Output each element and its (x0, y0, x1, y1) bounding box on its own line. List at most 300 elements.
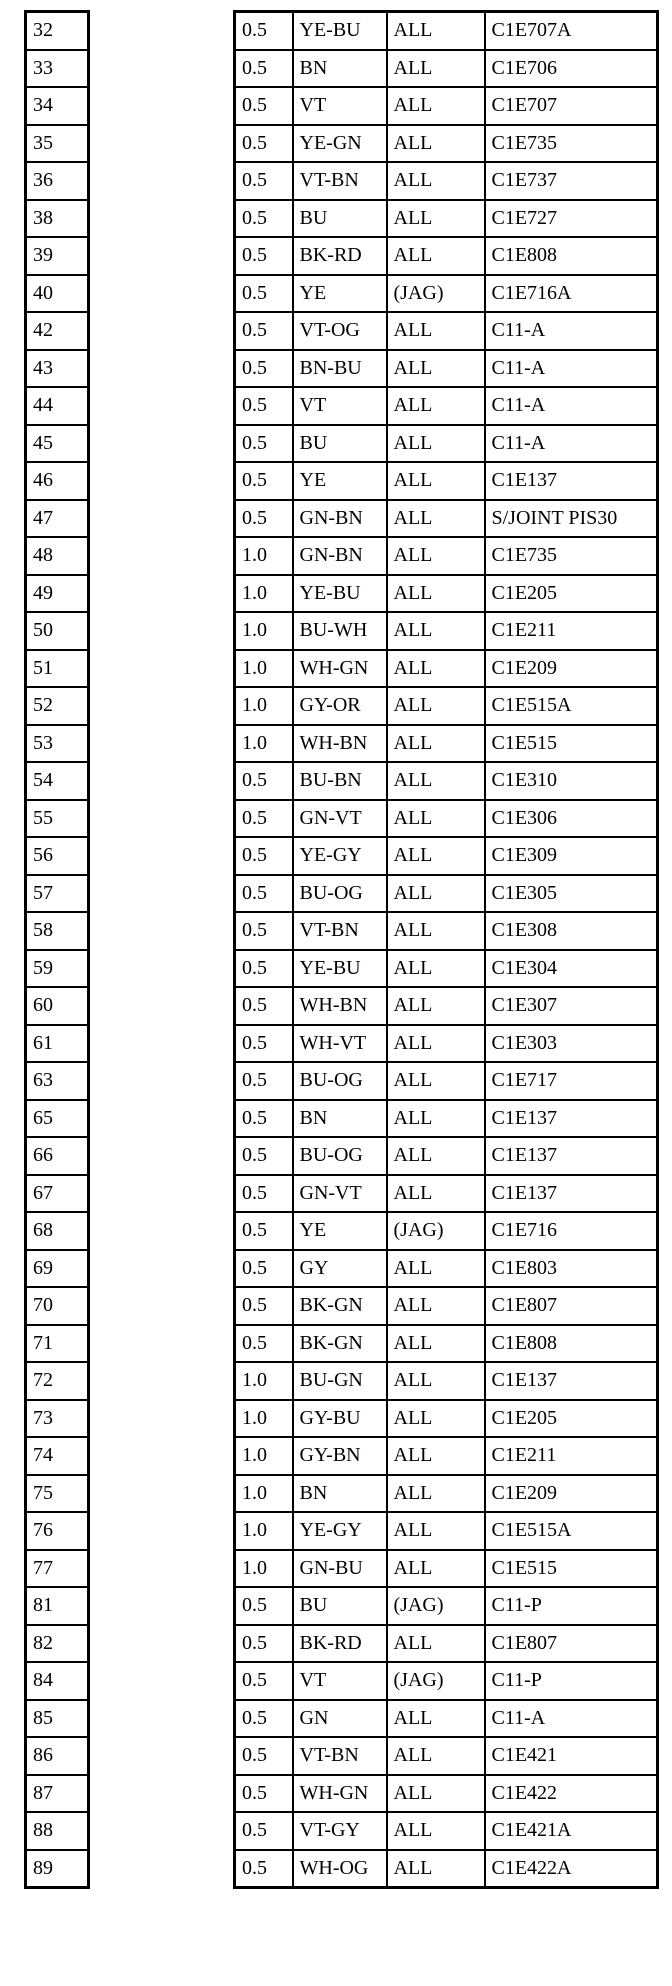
destination-cell: C1E422A (485, 1850, 658, 1888)
variant-cell: ALL (387, 1475, 485, 1513)
pin-number-cell: 50 (26, 612, 89, 650)
wire-row (235, 987, 658, 1025)
wire-color-cell: YE-GY (293, 1512, 387, 1550)
variant-cell: ALL (387, 725, 485, 763)
variant-cell: ALL (387, 987, 485, 1025)
wire-row (235, 1550, 658, 1588)
pin-number-cell: 33 (26, 50, 89, 88)
variant-cell: ALL (387, 1512, 485, 1550)
pin-row (26, 912, 89, 950)
wire-color-cell: GN-BN (293, 500, 387, 538)
wire-color-cell: GN-BN (293, 537, 387, 575)
wire-row (235, 950, 658, 988)
destination-cell: C11-A (485, 1700, 658, 1738)
wire-size-cell: 1.0 (235, 612, 293, 650)
wire-size-cell: 0.5 (235, 1587, 293, 1625)
wire-color-cell: YE (293, 275, 387, 313)
wire-color-cell: BU-OG (293, 875, 387, 913)
destination-cell: C1E735 (485, 537, 658, 575)
wire-size-cell: 0.5 (235, 275, 293, 313)
wire-color-cell: GY-BU (293, 1400, 387, 1438)
pin-row (26, 1700, 89, 1738)
wire-color-cell: WH-GN (293, 650, 387, 688)
pin-number-cell: 54 (26, 762, 89, 800)
wire-row (235, 1700, 658, 1738)
wire-size-cell: 0.5 (235, 875, 293, 913)
wire-row (235, 800, 658, 838)
wire-color-cell: VT-BN (293, 1737, 387, 1775)
pin-number-cell: 76 (26, 1512, 89, 1550)
destination-cell: C1E211 (485, 1437, 658, 1475)
destination-cell: C1E137 (485, 1362, 658, 1400)
variant-cell: ALL (387, 950, 485, 988)
pin-number-cell: 51 (26, 650, 89, 688)
pin-number-cell: 73 (26, 1400, 89, 1438)
pin-row (26, 837, 89, 875)
variant-cell: ALL (387, 1100, 485, 1138)
wire-color-cell: BK-GN (293, 1287, 387, 1325)
wire-row (235, 1850, 658, 1888)
wire-color-cell: GY (293, 1250, 387, 1288)
wire-row (235, 1475, 658, 1513)
wire-row (235, 650, 658, 688)
wire-size-cell: 0.5 (235, 837, 293, 875)
destination-cell: C1E737 (485, 162, 658, 200)
pin-number-cell: 39 (26, 237, 89, 275)
pin-row (26, 950, 89, 988)
wire-color-cell: BN (293, 1475, 387, 1513)
pin-number-cell: 57 (26, 875, 89, 913)
wire-row (235, 275, 658, 313)
pin-number-cell: 84 (26, 1662, 89, 1700)
pin-row (26, 387, 89, 425)
pin-row (26, 1475, 89, 1513)
wire-color-cell: YE (293, 1212, 387, 1250)
wire-row (235, 425, 658, 463)
pin-number-cell: 35 (26, 125, 89, 163)
destination-cell: C1E137 (485, 1137, 658, 1175)
wire-row (235, 1737, 658, 1775)
variant-cell: ALL (387, 87, 485, 125)
variant-cell: ALL (387, 237, 485, 275)
wire-row (235, 200, 658, 238)
pin-number-cell: 66 (26, 1137, 89, 1175)
wire-color-cell: BU (293, 425, 387, 463)
wire-size-cell: 0.5 (235, 312, 293, 350)
destination-cell: S/JOINT PIS30 (485, 500, 658, 538)
pin-number-cell: 61 (26, 1025, 89, 1063)
wire-row (235, 875, 658, 913)
wire-row (235, 1437, 658, 1475)
variant-cell: ALL (387, 912, 485, 950)
pin-number-cell: 70 (26, 1287, 89, 1325)
wire-size-cell: 0.5 (235, 1812, 293, 1850)
variant-cell: ALL (387, 800, 485, 838)
wire-size-cell: 1.0 (235, 725, 293, 763)
wire-row (235, 237, 658, 275)
wire-color-cell: GN-VT (293, 1175, 387, 1213)
wire-color-cell: GN-VT (293, 800, 387, 838)
pin-number-cell: 56 (26, 837, 89, 875)
variant-cell: ALL (387, 687, 485, 725)
pin-number-cell: 49 (26, 575, 89, 613)
wire-color-cell: BK-RD (293, 1625, 387, 1663)
wire-size-cell: 0.5 (235, 762, 293, 800)
variant-cell: ALL (387, 1700, 485, 1738)
wire-size-cell: 0.5 (235, 1025, 293, 1063)
pin-row (26, 237, 89, 275)
wire-row (235, 537, 658, 575)
variant-cell: ALL (387, 1062, 485, 1100)
pin-number-cell: 86 (26, 1737, 89, 1775)
pin-row (26, 1587, 89, 1625)
variant-cell: ALL (387, 387, 485, 425)
pin-row (26, 350, 89, 388)
pin-column (24, 10, 90, 1889)
wire-row (235, 1662, 658, 1700)
wire-row (235, 125, 658, 163)
wire-size-cell: 0.5 (235, 1250, 293, 1288)
pin-number-cell: 52 (26, 687, 89, 725)
variant-cell: (JAG) (387, 1212, 485, 1250)
wire-row (235, 762, 658, 800)
wire-row (235, 687, 658, 725)
wire-size-cell: 1.0 (235, 1400, 293, 1438)
wire-details-column (233, 10, 659, 1889)
wire-size-cell: 0.5 (235, 950, 293, 988)
wire-row (235, 1362, 658, 1400)
wire-size-cell: 0.5 (235, 462, 293, 500)
wire-row (235, 1062, 658, 1100)
wire-size-cell: 0.5 (235, 425, 293, 463)
pin-row (26, 650, 89, 688)
wire-size-cell: 0.5 (235, 237, 293, 275)
wire-size-cell: 1.0 (235, 1550, 293, 1588)
wire-color-cell: GY-BN (293, 1437, 387, 1475)
wire-color-cell: YE-BU (293, 575, 387, 613)
pin-number-cell: 45 (26, 425, 89, 463)
pin-number-cell: 65 (26, 1100, 89, 1138)
variant-cell: (JAG) (387, 1587, 485, 1625)
wire-size-cell: 0.5 (235, 987, 293, 1025)
pin-row (26, 725, 89, 763)
variant-cell: (JAG) (387, 1662, 485, 1700)
wire-color-cell: YE-GY (293, 837, 387, 875)
pin-number-cell: 47 (26, 500, 89, 538)
wire-size-cell: 0.5 (235, 350, 293, 388)
wire-size-cell: 0.5 (235, 87, 293, 125)
destination-cell: C1E304 (485, 950, 658, 988)
wire-size-cell: 0.5 (235, 1662, 293, 1700)
pin-row (26, 1662, 89, 1700)
destination-cell: C1E422 (485, 1775, 658, 1813)
wire-size-cell: 0.5 (235, 912, 293, 950)
pin-number-cell: 59 (26, 950, 89, 988)
wire-size-cell: 0.5 (235, 1175, 293, 1213)
pin-number-cell: 69 (26, 1250, 89, 1288)
pin-row (26, 1437, 89, 1475)
pin-number-cell: 67 (26, 1175, 89, 1213)
wire-table (233, 10, 659, 1889)
destination-cell: C11-A (485, 312, 658, 350)
wire-row (235, 1025, 658, 1063)
wire-size-cell: 0.5 (235, 162, 293, 200)
pin-number-cell: 40 (26, 275, 89, 313)
wire-size-cell: 1.0 (235, 1512, 293, 1550)
variant-cell: ALL (387, 612, 485, 650)
wire-size-cell: 1.0 (235, 1437, 293, 1475)
wire-size-cell: 0.5 (235, 1100, 293, 1138)
pin-row (26, 987, 89, 1025)
pin-row (26, 800, 89, 838)
wire-size-cell: 1.0 (235, 575, 293, 613)
wire-size-cell: 0.5 (235, 1737, 293, 1775)
variant-cell: ALL (387, 762, 485, 800)
wire-color-cell: YE-BU (293, 950, 387, 988)
pin-row (26, 1775, 89, 1813)
variant-cell: ALL (387, 1137, 485, 1175)
wire-row (235, 1512, 658, 1550)
variant-cell: ALL (387, 1025, 485, 1063)
variant-cell: ALL (387, 1812, 485, 1850)
wire-size-cell: 0.5 (235, 1775, 293, 1813)
destination-cell: C1E303 (485, 1025, 658, 1063)
destination-cell: C1E727 (485, 200, 658, 238)
destination-cell: C1E307 (485, 987, 658, 1025)
pin-row (26, 1512, 89, 1550)
destination-cell: C11-A (485, 425, 658, 463)
pin-row (26, 312, 89, 350)
wire-size-cell: 1.0 (235, 537, 293, 575)
pin-row (26, 200, 89, 238)
pin-row (26, 537, 89, 575)
wire-size-cell: 1.0 (235, 1475, 293, 1513)
destination-cell: C1E807 (485, 1287, 658, 1325)
destination-cell: C1E421A (485, 1812, 658, 1850)
wire-color-cell: VT-OG (293, 312, 387, 350)
destination-cell: C11-A (485, 350, 658, 388)
wire-row (235, 837, 658, 875)
wire-size-cell: 0.5 (235, 387, 293, 425)
wire-color-cell: YE-BU (293, 12, 387, 50)
destination-cell: C1E310 (485, 762, 658, 800)
wire-color-cell: BU-OG (293, 1137, 387, 1175)
wire-row (235, 612, 658, 650)
variant-cell: ALL (387, 1362, 485, 1400)
destination-cell: C11-A (485, 387, 658, 425)
variant-cell: ALL (387, 500, 485, 538)
wire-color-cell: VT-GY (293, 1812, 387, 1850)
pin-row (26, 425, 89, 463)
pin-row (26, 1062, 89, 1100)
wire-size-cell: 1.0 (235, 650, 293, 688)
destination-cell: C1E707 (485, 87, 658, 125)
wire-row (235, 1625, 658, 1663)
pin-row (26, 1850, 89, 1888)
destination-cell: C1E209 (485, 650, 658, 688)
destination-cell: C1E808 (485, 237, 658, 275)
wire-row (235, 1137, 658, 1175)
pin-row (26, 12, 89, 50)
wire-color-cell: WH-BN (293, 725, 387, 763)
pin-row (26, 1400, 89, 1438)
wire-row (235, 12, 658, 50)
destination-cell: C1E137 (485, 1100, 658, 1138)
destination-cell: C1E421 (485, 1737, 658, 1775)
pin-number-cell: 72 (26, 1362, 89, 1400)
wire-color-cell: GN-BU (293, 1550, 387, 1588)
pin-row (26, 575, 89, 613)
pin-row (26, 500, 89, 538)
wire-color-cell: BN (293, 1100, 387, 1138)
wire-size-cell: 0.5 (235, 500, 293, 538)
wire-row (235, 350, 658, 388)
wire-color-cell: VT (293, 87, 387, 125)
wire-color-cell: BU (293, 200, 387, 238)
pin-row (26, 612, 89, 650)
variant-cell: ALL (387, 650, 485, 688)
pin-number-cell: 36 (26, 162, 89, 200)
wire-row (235, 1287, 658, 1325)
pin-number-cell: 32 (26, 12, 89, 50)
variant-cell: ALL (387, 1437, 485, 1475)
pin-number-cell: 44 (26, 387, 89, 425)
pin-number-cell: 82 (26, 1625, 89, 1663)
variant-cell: ALL (387, 50, 485, 88)
wire-color-cell: YE-GN (293, 125, 387, 163)
pin-row (26, 1362, 89, 1400)
destination-cell: C1E306 (485, 800, 658, 838)
wire-color-cell: BU-WH (293, 612, 387, 650)
pin-number-cell: 74 (26, 1437, 89, 1475)
wire-color-cell: BK-RD (293, 237, 387, 275)
pin-row (26, 1100, 89, 1138)
pin-number-cell: 58 (26, 912, 89, 950)
wire-row (235, 1212, 658, 1250)
wire-size-cell: 0.5 (235, 1625, 293, 1663)
wire-color-cell: WH-BN (293, 987, 387, 1025)
wire-color-cell: BK-GN (293, 1325, 387, 1363)
pin-number-cell: 85 (26, 1700, 89, 1738)
variant-cell: ALL (387, 162, 485, 200)
variant-cell: ALL (387, 1850, 485, 1888)
pin-table (24, 10, 90, 1889)
wire-size-cell: 1.0 (235, 1362, 293, 1400)
wire-size-cell: 0.5 (235, 200, 293, 238)
wire-row (235, 1587, 658, 1625)
pin-row (26, 875, 89, 913)
pin-row (26, 1175, 89, 1213)
pin-row (26, 762, 89, 800)
pin-number-cell: 88 (26, 1812, 89, 1850)
pin-number-cell: 43 (26, 350, 89, 388)
wire-color-cell: BN (293, 50, 387, 88)
wire-row (235, 1775, 658, 1813)
pin-row (26, 50, 89, 88)
pin-row (26, 125, 89, 163)
wire-color-cell: GN (293, 1700, 387, 1738)
wire-color-cell: BU-OG (293, 1062, 387, 1100)
variant-cell: ALL (387, 1250, 485, 1288)
destination-cell: C1E211 (485, 612, 658, 650)
destination-cell: C1E308 (485, 912, 658, 950)
variant-cell: ALL (387, 12, 485, 50)
variant-cell: ALL (387, 1775, 485, 1813)
destination-cell: C1E707A (485, 12, 658, 50)
pin-number-cell: 68 (26, 1212, 89, 1250)
wire-size-cell: 0.5 (235, 800, 293, 838)
variant-cell: ALL (387, 1325, 485, 1363)
wire-size-cell: 0.5 (235, 1137, 293, 1175)
variant-cell: (JAG) (387, 275, 485, 313)
variant-cell: ALL (387, 1175, 485, 1213)
wire-color-cell: WH-OG (293, 1850, 387, 1888)
wire-row (235, 575, 658, 613)
pin-number-cell: 87 (26, 1775, 89, 1813)
wire-color-cell: BU (293, 1587, 387, 1625)
destination-cell: C1E515A (485, 1512, 658, 1550)
variant-cell: ALL (387, 312, 485, 350)
pin-number-cell: 42 (26, 312, 89, 350)
wire-row (235, 312, 658, 350)
wire-row (235, 462, 658, 500)
wire-row (235, 1250, 658, 1288)
pin-row (26, 1325, 89, 1363)
pin-number-cell: 34 (26, 87, 89, 125)
destination-cell: C1E716A (485, 275, 658, 313)
variant-cell: ALL (387, 350, 485, 388)
pin-number-cell: 60 (26, 987, 89, 1025)
wire-row (235, 912, 658, 950)
destination-cell: C1E309 (485, 837, 658, 875)
destination-cell: C1E717 (485, 1062, 658, 1100)
wire-color-cell: VT-BN (293, 162, 387, 200)
wire-size-cell: 0.5 (235, 1325, 293, 1363)
wire-row (235, 1325, 658, 1363)
destination-cell: C1E803 (485, 1250, 658, 1288)
pin-row (26, 162, 89, 200)
wire-color-cell: WH-GN (293, 1775, 387, 1813)
pin-number-cell: 77 (26, 1550, 89, 1588)
destination-cell: C1E515 (485, 1550, 658, 1588)
wire-color-cell: BN-BU (293, 350, 387, 388)
pin-row (26, 1212, 89, 1250)
destination-cell: C1E209 (485, 1475, 658, 1513)
variant-cell: ALL (387, 575, 485, 613)
destination-cell: C1E515A (485, 687, 658, 725)
wire-row (235, 1175, 658, 1213)
wire-color-cell: YE (293, 462, 387, 500)
pin-row (26, 275, 89, 313)
variant-cell: ALL (387, 537, 485, 575)
pin-number-cell: 63 (26, 1062, 89, 1100)
wire-color-cell: GY-OR (293, 687, 387, 725)
wire-size-cell: 0.5 (235, 12, 293, 50)
wire-color-cell: VT (293, 1662, 387, 1700)
pin-number-cell: 38 (26, 200, 89, 238)
destination-cell: C1E706 (485, 50, 658, 88)
wire-row (235, 500, 658, 538)
pin-number-cell: 81 (26, 1587, 89, 1625)
pin-row (26, 462, 89, 500)
pin-row (26, 1025, 89, 1063)
wire-row (235, 1100, 658, 1138)
wire-size-cell: 0.5 (235, 1212, 293, 1250)
pin-row (26, 1625, 89, 1663)
pin-row (26, 1550, 89, 1588)
wire-size-cell: 0.5 (235, 125, 293, 163)
pin-row (26, 1812, 89, 1850)
